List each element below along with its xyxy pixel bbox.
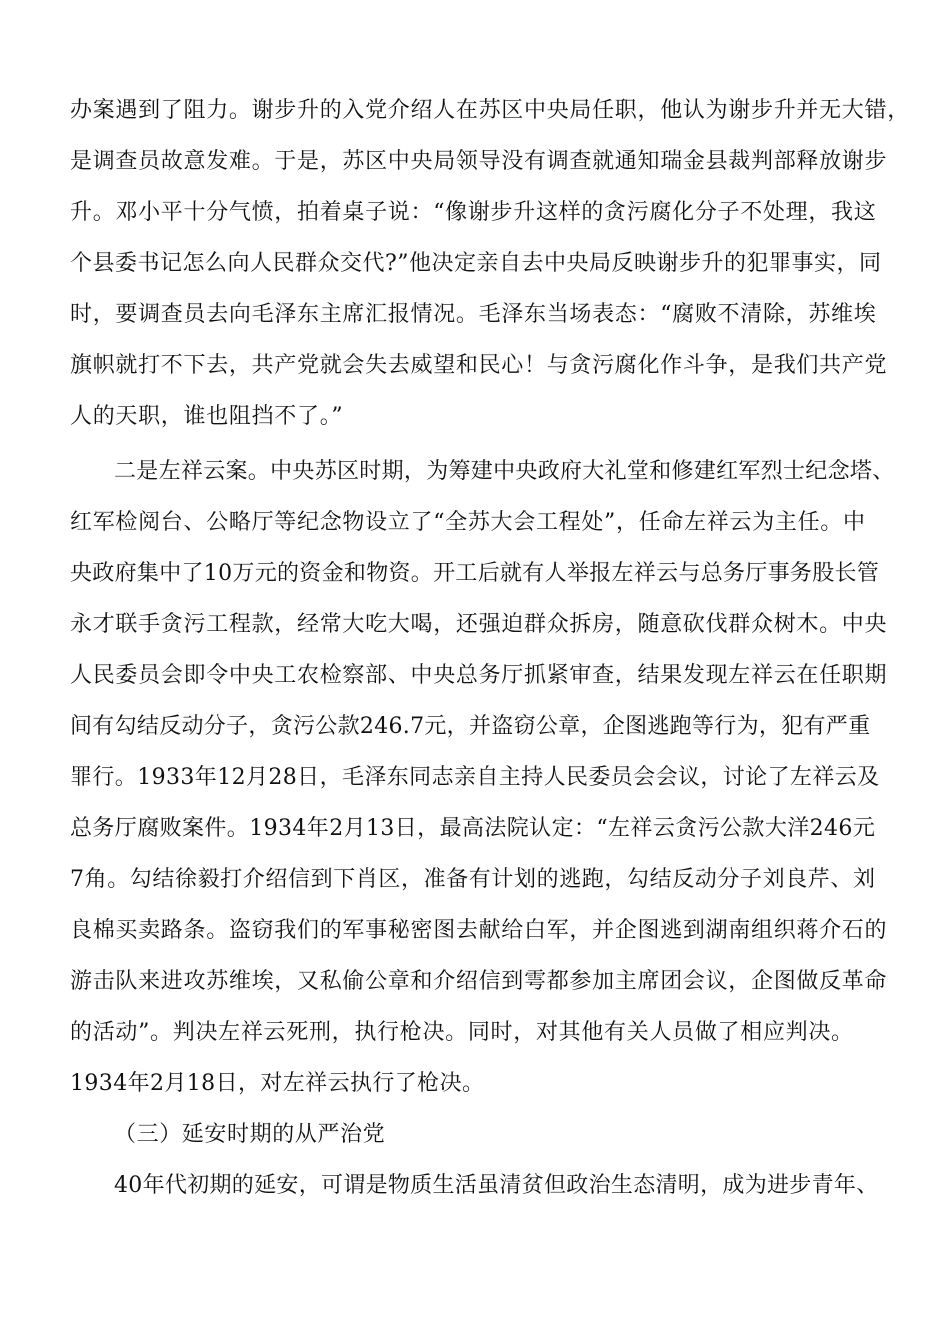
body-line: 人民委员会即令中央工农检察部、中央总务厅抓紧审查，结果发现左祥云在任职期 [70, 663, 888, 688]
body-line: 总务厅腐败案件。1934年2月13日，最高法院认定：“左祥云贪污公款大洋246元 [70, 816, 876, 841]
body-line: 游击队来进攻苏维埃，又私偷公章和介绍信到雩都参加主席团会议，企图做反革命 [70, 969, 888, 994]
body-line: 是调查员故意发难。于是，苏区中央局领导没有调查就通知瑞金县裁判部释放谢步 [70, 149, 888, 174]
body-line: 升。邓小平十分气愤，拍着桌子说：“像谢步升这样的贪污腐化分子不处理，我这 [70, 200, 877, 225]
body-line: 时，要调查员去向毛泽东主席汇报情况。毛泽东当场表态：“腐败不清除，苏维埃 [70, 302, 877, 327]
body-line: 7角。勾结徐毅打介绍信到下肖区，准备有计划的逃跑，勾结反动分子刘良芹、刘 [70, 867, 876, 892]
body-line: 红军检阅台、公略厅等纪念物设立了“全苏大会工程处”，任命左祥云为主任。中 [70, 510, 866, 535]
paragraph-first-line: 40年代初期的延安，可谓是物质生活虽清贫但政治生态清明，成为进步青年、 [114, 1173, 879, 1198]
body-line: 间有勾结反动分子，贪污公款246.7元，并盗窃公章，企图逃跑等行为，犯有严重 [70, 714, 871, 739]
body-line: 的活动”。判决左祥云死刑，执行枪决。同时，对其他有关人员做了相应判决。 [70, 1020, 854, 1045]
body-line: 人的天职，谁也阻挡不了。” [70, 404, 344, 429]
body-line: 个县委书记怎么向人民群众交代?”他决定亲自去中央局反映谢步升的犯罪事实，同 [70, 251, 882, 276]
body-line: 良棉买卖路条。盗窃我们的军事秘密图去献给白军，并企图逃到湖南组织蒋介石的 [70, 918, 888, 943]
body-line: 旗帜就打不下去，共产党就会失去威望和民心！与贪污腐化作斗争，是我们共产党 [70, 353, 888, 378]
section-heading: （三）延安时期的从严治党 [114, 1122, 386, 1147]
body-line: 1934年2月18日，对左祥云执行了枪决。 [70, 1071, 485, 1096]
body-line: 央政府集中了10万元的资金和物资。开工后就有人举报左祥云与总务厅事务股长管 [70, 561, 880, 586]
body-line: 罪行。1933年12月28日，毛泽东同志亲自主持人民委员会会议，讨论了左祥云及 [70, 765, 880, 790]
body-line: 永才联手贪污工程款，经常大吃大喝，还强迫群众拆房，随意砍伐群众树木。中央 [70, 612, 888, 637]
paragraph-first-line: 二是左祥云案。中央苏区时期，为筹建中央政府大礼堂和修建红军烈士纪念塔、 [114, 459, 895, 484]
body-line: 办案遇到了阻力。谢步升的入党介绍人在苏区中央局任职，他认为谢步升并无大错， [70, 98, 910, 123]
